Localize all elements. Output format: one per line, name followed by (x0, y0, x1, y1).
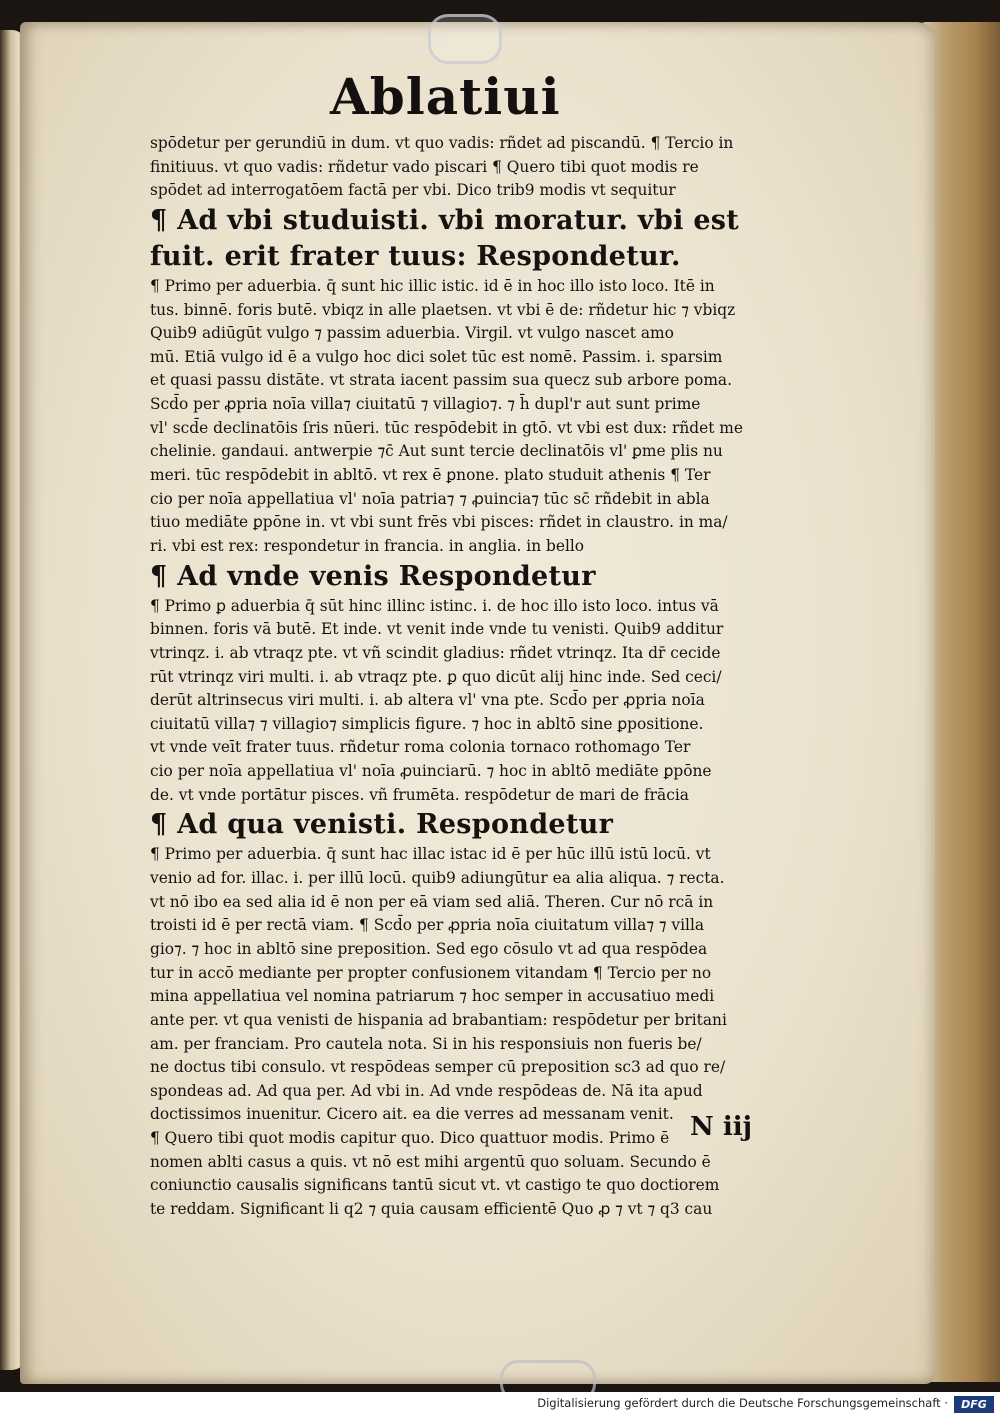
section-heading: ¶ Ad vbi studuisti. vbi moratur. vbi est (150, 204, 740, 236)
text-line: ¶ Quero tibi quot modis capitur quo. Dico quattuor modis. Primo ē (150, 1129, 670, 1148)
text-line: ciuitatū villa⁊ ⁊ villagio⁊ simplicis figure. ⁊ hoc in abltō sine ꝑpositione. (150, 714, 704, 733)
text-line: de. vt vnde portātur pisces. vñ frumēta. respōdetur de mari de frācia (150, 785, 689, 804)
text-line: venio ad for. illac. i. per illū locū. quib9 adiungūtur ea alia aliqua. ⁊ recta. (150, 869, 725, 888)
text-line: tus. binnē. foris butē. vbiqz in alle plaetsen. vt vbi ē de: rñdetur hic ⁊ vbiqz (150, 300, 736, 319)
text-line: doctissimos inuenitur. Cicero ait. ea die verres ad messanam venit. (150, 1105, 674, 1124)
text-line: am. per franciam. Pro cautela nota. Si in his responsiuis non fueris be/ (150, 1034, 702, 1053)
section-heading: fuit. erit frater tuus: Respondetur. (150, 240, 681, 272)
text-line: ¶ Primo ꝑ aduerbia q̄ sūt hinc illinc istinc. i. de hoc illo isto loco. intus vā (150, 596, 719, 615)
text-line: troisti id ē per rectā viam. ¶ Scd̄o per ꝓpria noīa ciuitatum villa⁊ ⁊ villa (150, 916, 705, 935)
text-line: vt nō ibo ea sed alia id ē non per eā viam sed aliā. Theren. Cur nō rcā in (150, 892, 714, 911)
text-line: spondeas ad. Ad qua per. Ad vbi in. Ad vnde respōdeas de. Nā ita apud (150, 1081, 703, 1100)
text-line: finitiuus. vt quo vadis: rñdetur vado piscari ¶ Quero tibi quot modis re (150, 157, 699, 176)
funding-notice: Digitalisierung gefördert durch die Deutsche Forschungsgemeinschaft · (537, 1396, 948, 1410)
dfg-logo: DFG (954, 1396, 994, 1413)
text-line: tiuo mediāte ꝑpōne in. vt vbi sunt frēs vbi pisces: rñdet in claustro. in ma/ (150, 513, 728, 532)
text-line: ¶ Primo per aduerbia. q̄ sunt hic illic istic. id ē in hoc illo isto loco. Itē in (150, 276, 715, 295)
text-line: cio per noīa appellatiua vl' noīa patria⁊ ⁊ ꝓuincia⁊ tūc sc̄ rñdebit in abla (150, 489, 710, 508)
text-line: derūt altrinsecus viri multi. i. ab altera vl' vna pte. Scd̄o per ꝓpria noīa (150, 691, 705, 710)
text-line: nomen ablti casus a quis. vt nō est mihi argentū quo soluam. Secundo ē (150, 1152, 711, 1171)
section-heading: ¶ Ad qua venisti. Respondetur (150, 809, 614, 841)
text-line: meri. tūc respōdebit in abltō. vt rex ē ꝑnone. plato studuit athenis ¶ Ter (150, 466, 711, 485)
text-line: ¶ Primo per aduerbia. q̄ sunt hac illac istac id ē per hūc illū istū locū. vt (150, 845, 711, 864)
text-line: ne doctus tibi consulo. vt respōdeas semper cū preposition sc3 ad quo re/ (150, 1058, 726, 1077)
page-clip-top (428, 14, 502, 64)
text-line: vt vnde veīt frater tuus. rñdetur roma colonia tornaco rothomago Ter (150, 738, 691, 757)
signature-mark: N iij (690, 1112, 752, 1142)
text-line: gio⁊. ⁊ hoc in abltō sine preposition. Sed ego cōsulo vt ad qua respōdea (150, 939, 708, 958)
text-line: binnen. foris vā butē. Et inde. vt venit inde vnde tu venisti. Quib9 additur (150, 620, 724, 639)
text-line: Quib9 adiūgūt vulgo ⁊ passim aduerbia. Virgil. vt vulgo nascet amo (150, 324, 674, 343)
text-line: mina appellatiua vel nomina patriarum ⁊ hoc semper in accusatiuo medi (150, 987, 715, 1006)
text-block (150, 132, 780, 1222)
section-heading: ¶ Ad vnde venis Respondetur (150, 560, 596, 592)
footer-bar (0, 1392, 1000, 1417)
text-line: te reddam. Significant li q2 ⁊ quia causam efficientē Quo ꝓ ⁊ vt ⁊ q3 cau (150, 1199, 713, 1218)
text-line: cio per noīa appellatiua vl' noīa ꝓuinciarū. ⁊ hoc in abltō mediāte ꝑpōne (150, 762, 712, 781)
text-line: vl' scd̄e declinatōis ſris nūeri. tūc respōdebit in gtō. vt vbi est dux: rñdet me (150, 418, 744, 437)
text-line: Scd̄o per ꝓpria noīa villa⁊ ciuitatū ⁊ villagio⁊. ⁊ h̄ dupl'r aut sunt prime (150, 395, 701, 414)
text-line: mū. Etiā vulgo id ē a vulgo hoc dici solet tūc est nomē. Passim. i. sparsim (150, 347, 723, 366)
text-line: chelinie. gandaui. antwerpie ⁊c̄ Aut sunt tercie declinatōis vl' ꝑme plis nu (150, 442, 723, 461)
text-line: coniunctio causalis significans tantū sicut vt. vt castigo te quo doctiorem (150, 1176, 720, 1195)
text-line: et quasi passu distāte. vt strata iacent passim sua quecz sub arbore poma. (150, 371, 732, 390)
text-line: ri. vbi est rex: respondetur in francia. in anglia. in bello (150, 536, 585, 555)
text-line: ante per. vt qua venisti de hispania ad brabantiam: respōdetur per britani (150, 1010, 727, 1029)
text-line: spōdetur per gerundiū in dum. vt quo vadis: rñdet ad piscandū. ¶ Tercio in (150, 134, 734, 152)
text-line: vtrinqz. i. ab vtraqz pte. vt vñ scindit gladius: rñdet vtrinqz. Ita dr̄ cecide (150, 643, 721, 662)
text-line: tur in accō mediante per propter confusionem vitandam ¶ Tercio per no (150, 963, 712, 982)
text-line: spōdet ad interrogatōem factā per vbi. Dico trib9 modis vt sequitur (150, 181, 676, 200)
page-clip-bottom (500, 1360, 596, 1392)
text-line: rūt vtrinqz viri multi. i. ab vtraqz pte. ꝑ quo dicūt alij hinc inde. Sed ceci/ (150, 667, 722, 686)
running-head: Ablatiui (330, 67, 561, 126)
